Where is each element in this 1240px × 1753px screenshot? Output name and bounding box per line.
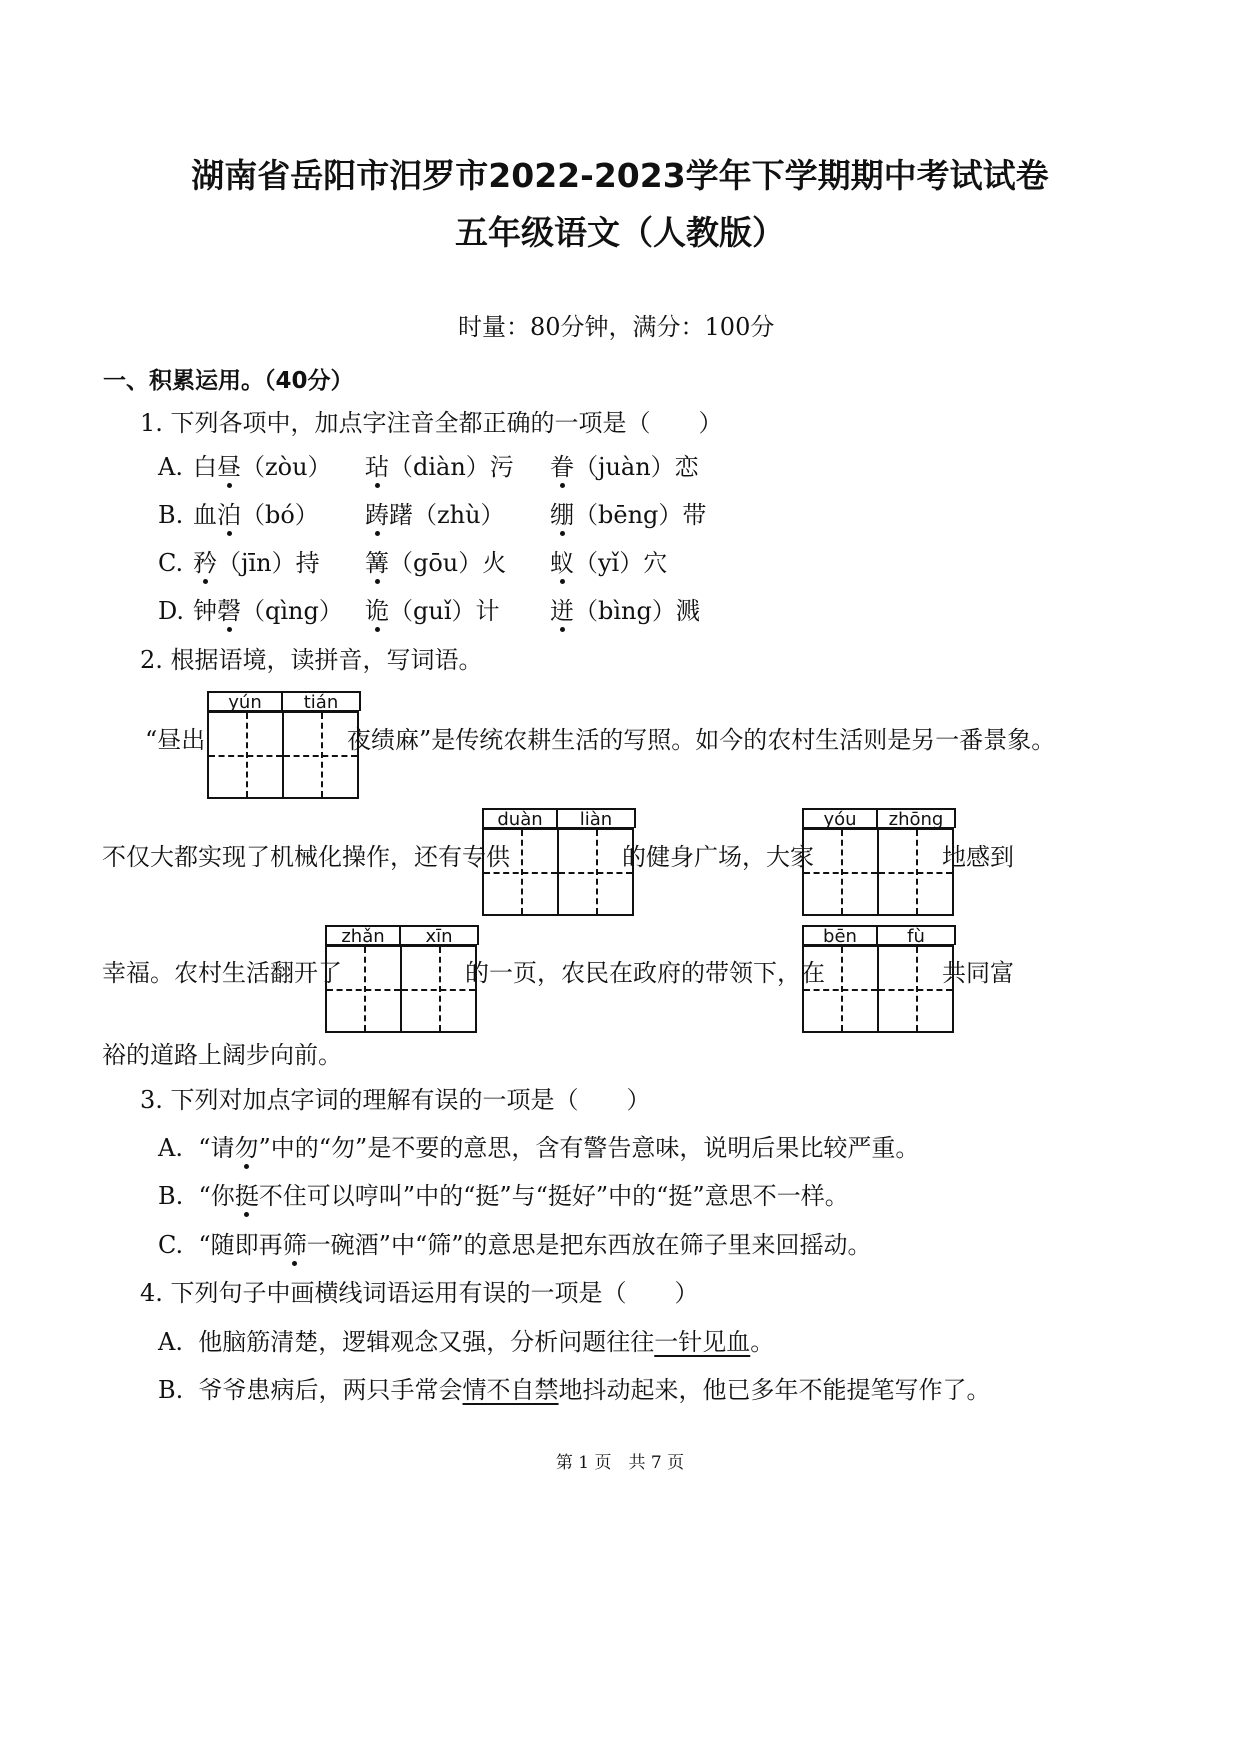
writing-box-4[interactable] — [325, 925, 479, 1033]
pinyin: duàn — [482, 808, 558, 828]
q3-option-b: B. “你挺不住可以哼叫”中的“挺”与“挺好”中的“挺”意思不一样。 — [158, 1182, 849, 1210]
q1-option-item: 绷（bēng）带 — [550, 501, 707, 529]
q1-option-label: A. — [158, 453, 183, 481]
q3-stem: 3. 下列对加点字词的理解有误的一项是（ ） — [140, 1086, 651, 1114]
q4-option-b: B. 爷爷患病后，两只手常会情不自禁地抖动起来，他已多年不能提笔写作了。 — [158, 1376, 991, 1404]
q1-option-item: 踌躇（zhù） — [365, 501, 505, 529]
title-line-2: 五年级语文（人教版） — [455, 213, 785, 252]
q1-stem: 1. 下列各项中，加点字注音全都正确的一项是（ ） — [140, 409, 723, 437]
q1-option-label: C. — [158, 549, 184, 577]
q1-option-item: 钟磬（qìng） — [193, 597, 343, 625]
writing-box-3[interactable] — [802, 808, 956, 916]
pinyin: xīn — [401, 925, 479, 945]
q1-option-item: 蚁（yǐ）穴 — [550, 549, 668, 577]
q3-option-c: C. “随即再筛一碗酒”中“筛”的意思是把东西放在筛子里来回摇动。 — [158, 1231, 872, 1259]
q1-option-item: 迸（bìng）溅 — [550, 597, 700, 625]
writing-box-2[interactable] — [482, 808, 636, 916]
q4-stem: 4. 下列句子中画横线词语运用有误的一项是（ ） — [140, 1279, 699, 1307]
pinyin: fù — [878, 925, 956, 945]
q2-line1-a: “昼出 — [145, 726, 206, 754]
q1-option-item: 白昼（zòu） — [193, 453, 332, 481]
pinyin: yún — [207, 691, 283, 711]
q1-option-item: 诡（guǐ）计 — [365, 597, 500, 625]
q1-option-item: 玷（diàn）污 — [365, 453, 514, 481]
q2-line3-b: 的一页，农民在政府的带领下，在 — [465, 959, 825, 987]
pinyin: zhōng — [878, 808, 956, 828]
q1-option-item: 矜（jīn）持 — [193, 549, 320, 577]
q1-option-item: 眷（juàn）恋 — [550, 453, 699, 481]
pinyin: bēn — [802, 925, 878, 945]
q2-line1-b: 夜绩麻”是传统农耕生活的写照。如今的农村生活则是另一番景象。 — [347, 726, 1056, 754]
q2-stem: 2. 根据语境，读拼音，写词语。 — [140, 646, 483, 674]
q1-option-item: 血泊（bó） — [193, 501, 319, 529]
q1-option-item: 篝（gōu）火 — [365, 549, 507, 577]
q2-line2-a: 不仅大都实现了机械化操作，还有专供 — [102, 843, 510, 871]
q2-line3-a: 幸福。农村生活翻开了 — [102, 959, 342, 987]
title-line-1: 湖南省岳阳市汨罗市2022-2023学年下学期期中考试试卷 — [191, 156, 1049, 195]
time-info: 时量：80分钟，满分：100分 — [458, 313, 775, 341]
q1-option-label: B. — [158, 501, 184, 529]
pinyin: zhǎn — [325, 925, 401, 945]
pinyin: yóu — [802, 808, 878, 828]
q2-line2-b: 的健身广场，大家 — [622, 843, 814, 871]
page-footer: 第 1 页 共 7 页 — [555, 1453, 685, 1473]
q2-line3-c: 共同富 — [942, 959, 1014, 987]
pinyin: tián — [283, 691, 361, 711]
section-heading: 一、积累运用。（40分） — [103, 368, 354, 394]
q2-line2-c: 地感到 — [942, 843, 1014, 871]
q2-line4: 裕的道路上阔步向前。 — [102, 1041, 342, 1069]
writing-box-5[interactable] — [802, 925, 956, 1033]
q4-option-a: A. 他脑筋清楚，逻辑观念又强，分析问题往往一针见血。 — [158, 1328, 775, 1356]
pinyin: liàn — [558, 808, 636, 828]
writing-box-1[interactable] — [207, 691, 361, 799]
q1-option-label: D. — [158, 597, 185, 625]
q3-option-a: A. “请勿”中的“勿”是不要的意思，含有警告意味，说明后果比较严重。 — [158, 1134, 920, 1162]
